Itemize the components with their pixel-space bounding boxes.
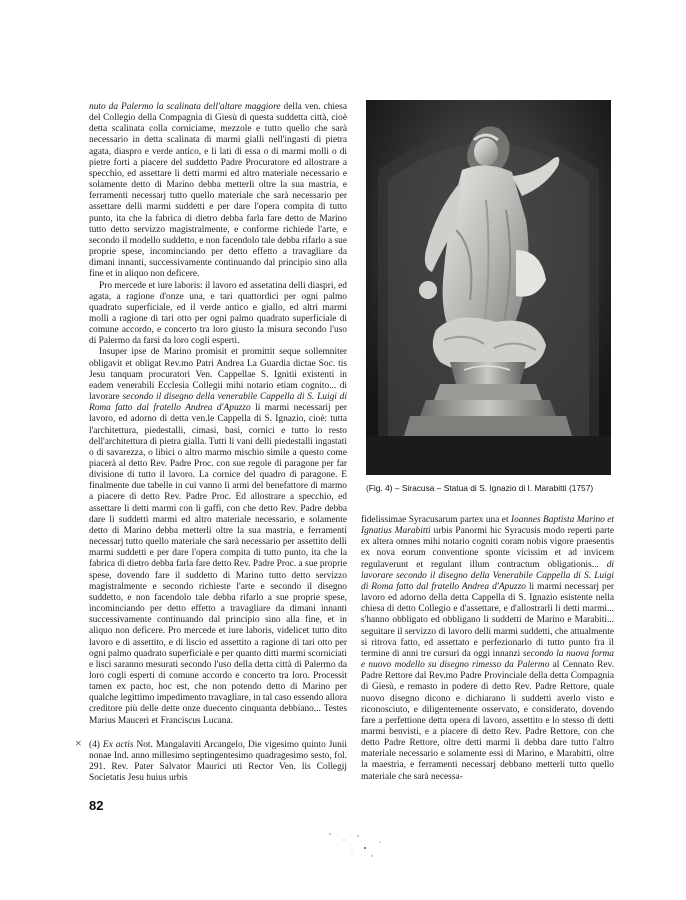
paragraph: [361, 515, 614, 783]
text-run: urbis Panormi hic Syracusis modo reperti parte ex altera omnes mihi notario cogniti coram nobis vigore praesentis ex nova eorum conventione sponte vicissim et ad invicem regulaverunt et regulant illum contractum obligationis...: [361, 526, 614, 570]
footnote-text: [89, 740, 347, 783]
text-run: fidelissimae Syracusarum partex una et: [361, 515, 511, 525]
text-run: li marmi necessarij per lavoro, ed adorno di detta ven.le Cappella di S. Ignazio, cioè: tutta l'architettura, piedestalli, cimasi, basi, cornici e tutto lo resto dell'architettura di pietra gialla. Tutti li vani delli piedestalli ingastati o di savarezza, o libici o altro marmo mischio simile a questo come piacerà al detto Rev. Padre Proc. con sue regole di paragone per far divisione di tutto il lavoro. La cornice del quadro di paragone. E finalmente due tabelle in cui vanno li armi del benefattore di marmo a piacere di detto Rev. Padre Proc. Ed allostrare a specchio, ed assettare li detti marmi con li gaffi, con che detto Rev. Padre debba dare li suddetti marmi ed altro materiale necessario, e solamente detto di Marino debba metterli oltre la sua mastria, e ferramenti necessarj tutto quello materiale che sarà necessario per assettito delli marmi suddetti e per dare l'opera compita di tutto punto, ita che la fabrica di dietro debba farla fare detto Rev. Padre Proc. a sue proprie spese, dovendo fare il suddetto di Marino tutto detto servizzo magistralmente e secondo richieste l'arte e secondo il disegno suddetto, e non facendolo tale debba rifarlo a sue proprie spese, incominciando per detto effetto a travagliare da dimani innanti successivamente continuando dal principio sino alla fine, et in aliquo non deficere. Pro mercede et iure laboris, videlicet tutto dito lavoro e di assettito, e di liscio ed assettito a ragione di tari otto per ogni palmo quadrato superficiale e per quanto ditti marmi scorniciati e lisci saranno mesurati secondo l'uso della detta città di Palermo da loro cogli esperti di comune accordo e concerto tra loro. Processit tamen ex pacto, hoc est, che non potendo detto di Marino per qualche legittimo impedimento travagliare, in tal caso essendo allora creditore più delle dette onze duecento cinquanta debbiano... Testes Marius Mauceri et Franciscus Lucana.: [89, 403, 347, 726]
text-run: Not. Mangalaviti Arcangelo, Die vigesimo quinto Junii nonae Ind. anno millesimo septingentesimo quadragesimo sesto, fol. 291. Rev. Pater Salvator Maurici uti Rector Ven. lis Collegij Societatis Jesu huius urbis: [89, 740, 347, 784]
text-run: della ven. chiesa del Collegio della Compagnia di Giesù di questa suddetta città, cioè detta scalinata colla corniciame, mezzole e tutto quello che sarà necessario in detta scalinata di marmi gialli nell'ingasti di pietra agata, diaspro e verde antico, e li lati di essa o di marmi molli o di pietre forti a piacere del suddetto Padre Procuratore ed allostrare a specchio, ed assettare li detti marmi ed altro materiale necessario e solamente detto di Marino debba metterli oltre la sua mastria, e ferramenti necessarj tutto quello materiale che sarà necessario per assettare delli marmi suddetti e per dare l'opera compita di tutto punto, ita che la fabrica di dietro debba farla fare detto de Marino tutto detto servizzo magistralmente, e conforme richiede l'arte, e secondo il modello suddetto, e non facendolo tale debba rifarlo a sue proprie spese, incominciando per detto effetto a travagliare da dimani innanti, successivamente continuando dal principio sino alla fine et in aliquo non deficere.: [89, 102, 347, 280]
text-run: li marmi necessarj per lavoro ed adorno della detta Cappella di S. Ignazio esistente nella chiesa di detto Collegio e d'assettare, e d'allostrarli li detti marmi... s'hanno obbligato ed obbligano li suddetti de Marino e Marabiti... seguitare il servizzo di lavoro delli marmi suddetti, che attualmente si ritrova fatto, ed assettato e perfezionarlo di tutto punto fra il termine di anni tre cursuri da oggi innanzi: [361, 581, 615, 659]
paragraph: [89, 347, 347, 726]
scan-specks: [310, 826, 410, 866]
text-run: (4): [89, 740, 103, 750]
statue-photograph: [366, 100, 611, 475]
italic-run: nuto da Palermo la scalinata dell'altare maggiore: [89, 102, 281, 112]
text-run: al Cennato Rev. Padre Rettore dal Rev.mo Padre Provinciale della detta Compagnia di Giesù, e remasto in podere di detto Rev. Padre Rettore, quale nuovo disegno dicono e dichiarano li suddetti averlo visto e riconosciuto, e diligentemente osservato, e considerato, dovendo fare a perfettione detta opera di lavoro, assettito e lo stesso di detti marmi benvisti, e a piacere di detto Rev. Padre Rettore, con che detto Padre Rettore, oltre detti marmi li debba dare tutto l'altro materiale necessario e solamente essi di Marino, e Marabitti, oltre la maestria, e ferramenti necessarj debbano metterli tutto quello materiale che sarà necessa-: [361, 660, 614, 782]
paragraph: [89, 281, 347, 348]
paragraph: [89, 102, 347, 281]
left-text-column: [89, 102, 347, 727]
italic-run: Ex actis: [102, 740, 134, 750]
footnote: [75, 736, 347, 785]
page-number: 82: [89, 798, 104, 813]
italic-run: secondo il disegno della venerabile Cappella di S. Luigi di Roma fatto dal fratello Andrea d'Apuzzo: [89, 392, 347, 414]
text-run: Pro mercede et iure laboris: il lavoro ed assetatina delli diaspri, ed agata, a ragione d'onze una, e tari quattordici per ogni palmo quadrato superficiale, ed il verde antico e giallo, ed altri marmi molli a ragione di tari otto per ogni palmo quadrato superficiale di comune accordo, e concerto tra loro giusto la misura secondo l'uso di Palermo da farsi da loro cogli esperti.: [89, 280, 347, 347]
right-text-column: [361, 515, 614, 783]
italic-run: di lavorare secondo il disegno della Venerabile Cappella di S. Luigi di Roma fatto dal fratello Andrea d'Apuzzo: [361, 559, 614, 592]
figure-caption: (Fig. 4) – Siracusa – Statua di S. Ignazio di I. Marabitti (1757): [366, 483, 594, 493]
text-run: Insuper ipse de Marino promisit et promittit seque sollemniter obligavit et obligat Rev.mo Patri Andrea La Guardia dictae Soc. tis Jesu tanquam procuratori Ven. Cappellae S. Ignitii existenti in eadem venerabili Ecclesia Collegii mihi notario etiam cognito... di lavorare: [89, 347, 347, 403]
footnote-marker: ×: [75, 736, 82, 750]
italic-run: Ioannes Baptista Marino et Ignatius Marabitti: [361, 515, 614, 537]
italic-run: secondo la nuova forma e nuovo modello su disegno rimesso da Palermo: [361, 648, 614, 671]
